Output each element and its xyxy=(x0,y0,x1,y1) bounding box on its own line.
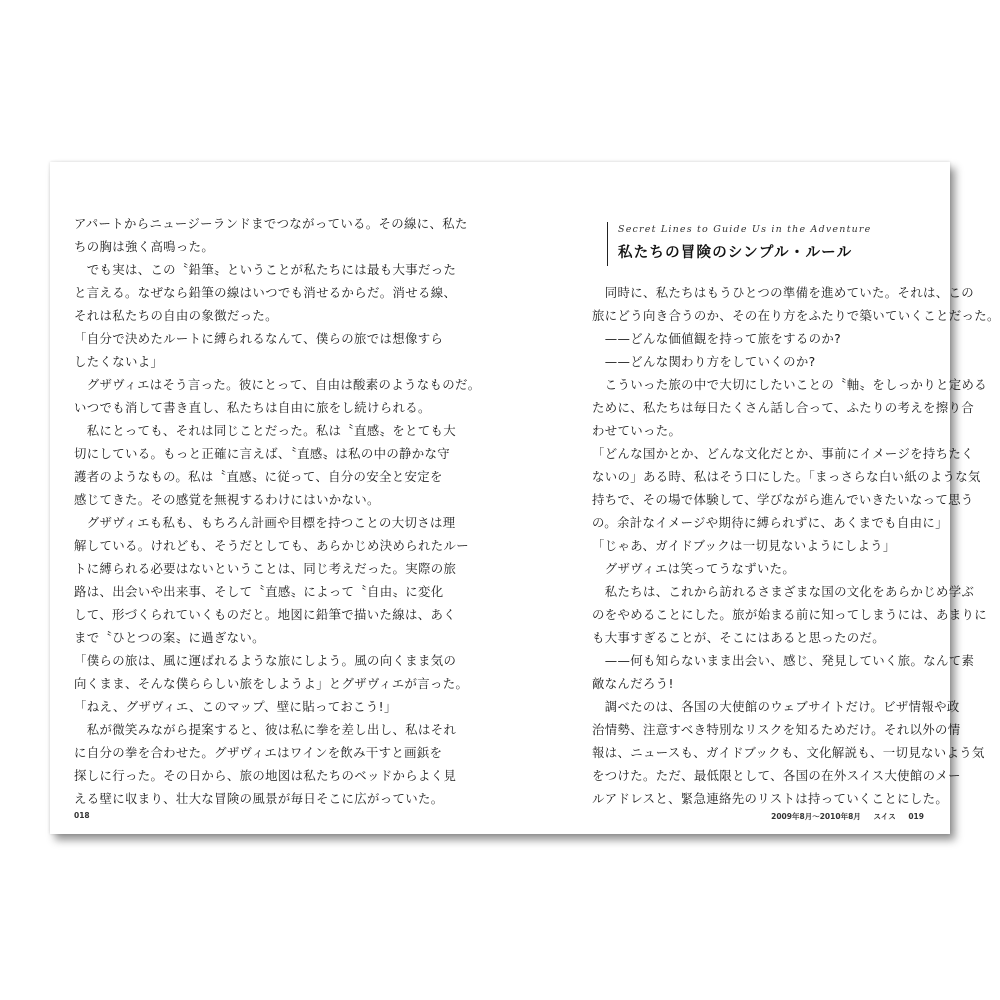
text-line: 敵なんだろう! xyxy=(592,676,674,691)
text-line: 調べたのは、各国の大使館のウェブサイトだけ。ビザ情報や政 xyxy=(592,699,960,714)
right-page xyxy=(500,162,1000,834)
left-page xyxy=(50,162,500,834)
text-line: 報は、ニュースも、ガイドブックも、文化解説も、一切見ないよう気 xyxy=(592,745,985,760)
text-line: の。余計なイメージや期待に縛られずに、あくまでも自由に」 xyxy=(592,515,948,530)
section-heading-english: Secret Lines to Guide Us in the Adventure xyxy=(618,224,872,235)
text-line: 持ちで、その場で体験して、学びながら進んでいきたいなって思う xyxy=(592,492,974,507)
text-line: こういった旅の中で大切にしたいことの〝軸〟をしっかりと定める xyxy=(592,377,987,392)
section-heading-japanese: 私たちの冒険のシンプル・ルール xyxy=(618,245,853,261)
left-page-number: 018 xyxy=(74,811,90,820)
text-line: したくないよ」 xyxy=(74,354,164,369)
text-line: グザヴィエも私も、もちろん計画や目標を持つことの大切さは理 xyxy=(74,515,456,530)
left-page-body xyxy=(74,212,480,810)
text-line: でも実は、この〝鉛筆〟ということが私たちには最も大事だった xyxy=(74,262,457,277)
section-heading xyxy=(607,222,871,266)
text-line: 向くまま、そんな僕ららしい旅をしようよ」とグザヴィエが言った。 xyxy=(74,676,469,691)
text-line: わせていった。 xyxy=(592,423,682,438)
text-line: 「ねえ、グザヴィエ、このマップ、壁に貼っておこう!」 xyxy=(74,699,397,714)
book-spread xyxy=(50,162,1000,834)
text-line: も大事すぎることが、そこにはあると思ったのだ。 xyxy=(592,630,886,645)
text-line: 護者のようなもの。私は〝直感〟に従って、自分の安全と安定を xyxy=(74,469,443,484)
text-line: トに縛られる必要はないということは、同じ考えだった。実際の旅 xyxy=(74,561,457,576)
text-line: 「自分で決めたルートに縛られるなんて、僕らの旅では想像すら xyxy=(74,331,444,346)
text-line: 「僕らの旅は、風に運ばれるような旅にしよう。風の向くまま気の xyxy=(74,653,457,668)
text-line: 「どんな国かとか、どんな文化だとか、事前にイメージを持ちたく xyxy=(592,446,974,461)
text-line: える壁に収まり、壮大な冒険の風景が毎日そこに広がっていた。 xyxy=(74,791,444,806)
text-line: グザヴィエはそう言った。彼にとって、自由は酸素のようなものだ。 xyxy=(74,377,481,392)
text-line: それは私たちの自由の象徴だった。 xyxy=(74,308,278,323)
text-line: 路は、出会いや出来事、そして〝直感〟によって〝自由〟に変化 xyxy=(74,584,444,599)
text-line: 同時に、私たちはもうひとつの準備を進めていた。それは、この xyxy=(592,285,974,300)
text-line: をつけた。ただ、最低限として、各国の在外スイス大使館のメー xyxy=(592,768,961,783)
text-line: ないの」ある時、私はそう口にした。「まっさらな白い紙のような気 xyxy=(592,469,981,484)
folio-dates: 2009年8月〜2010年8月 xyxy=(771,812,861,821)
text-line: ——どんな価値観を持って旅をするのか? xyxy=(592,331,841,346)
text-line: と言える。なぜなら鉛筆の線はいつでも消せるからだ。消せる線、 xyxy=(74,285,457,300)
text-line: 感じてきた。その感覚を無視するわけにはいかない。 xyxy=(74,492,380,507)
right-page-folio xyxy=(771,811,924,822)
text-line: 私が微笑みながら提案すると、彼は私に拳を差し出し、私はそれ xyxy=(74,722,457,737)
text-line: ——どんな関わり方をしていくのか? xyxy=(592,354,816,369)
right-page-number: 019 xyxy=(908,812,924,821)
text-line: 私にとっても、それは同じことだった。私は〝直感〟をとても大 xyxy=(74,423,456,438)
text-line: アパートからニュージーランドまでつながっている。その線に、私た xyxy=(74,216,468,231)
text-line: に自分の拳を合わせた。グザヴィエはワインを飲み干すと画鋲を xyxy=(74,745,443,760)
right-page-body xyxy=(592,281,1000,810)
text-line: 切にしている。もっと正確に言えば、〝直感〟は私の中の静かな守 xyxy=(74,446,451,461)
text-line: 旅にどう向き合うのか、その在り方をふたりで築いていくことだった。 xyxy=(592,308,1000,323)
text-line: 解している。けれども、そうだとしても、あらかじめ決められたルー xyxy=(74,538,469,553)
text-line: のをやめることにした。旅が始まる前に知ってしまうには、あまりに xyxy=(592,607,987,622)
folio-country: スイス xyxy=(873,812,896,821)
text-line: 探しに行った。その日から、旅の地図は私たちのベッドからよく見 xyxy=(74,768,457,783)
text-line: ために、私たちは毎日たくさん話し合って、ふたりの考えを擦り合 xyxy=(592,400,974,415)
text-line: 「じゃあ、ガイドブックは一切見ないようにしよう」 xyxy=(592,538,896,553)
text-line: まで〝ひとつの案〟に過ぎない。 xyxy=(74,630,265,645)
text-line: ルアドレスと、緊急連絡先のリストは持っていくことにした。 xyxy=(592,791,949,806)
text-line: ちの胸は強く高鳴った。 xyxy=(74,239,215,254)
text-line: いつでも消して書き直し、私たちは自由に旅をし続けられる。 xyxy=(74,400,431,415)
text-line: グザヴィエは笑ってうなずいた。 xyxy=(592,561,796,576)
text-line: 治情勢、注意すべき特別なリスクを知るためだけ。それ以外の情 xyxy=(592,722,961,737)
text-line: して、形づくられていくものだと。地図に鉛筆で描いた線は、あく xyxy=(74,607,456,622)
text-line: 私たちは、これから訪れるさまざまな国の文化をあらかじめ学ぶ xyxy=(592,584,975,599)
text-line: ——何も知らないまま出会い、感じ、発見していく旅。なんて素 xyxy=(592,653,975,668)
